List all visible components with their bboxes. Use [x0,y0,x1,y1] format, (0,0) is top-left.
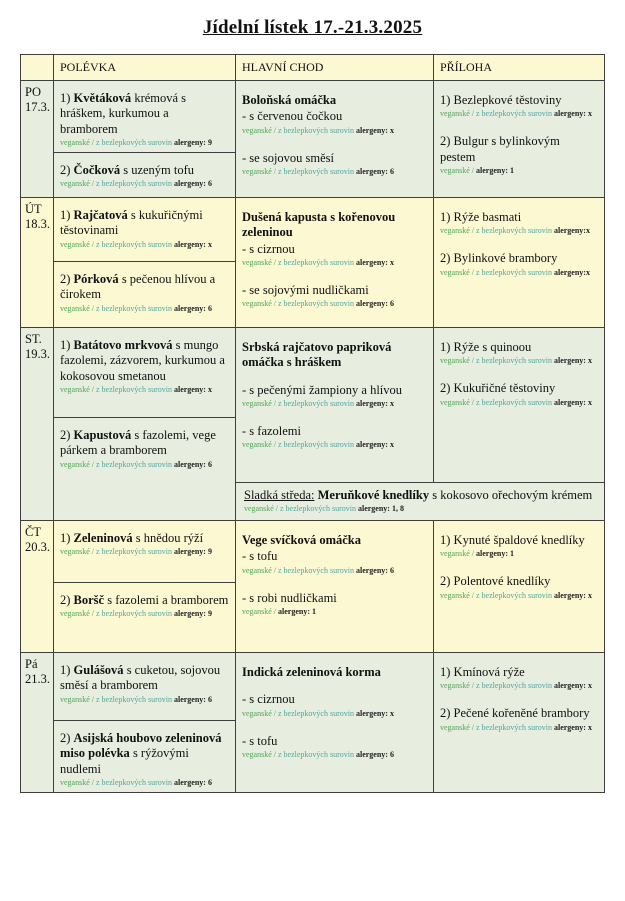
vegan-tag: veganské / [242,606,276,616]
soup-1-name [60,663,229,694]
main-variant-1-text: - s pečenými žampiony a hlívou [242,382,403,397]
allergens-tag: alergeny: x [553,590,592,600]
side-dish-2-tags [440,398,598,408]
soup-2-desc: s pečenou hlívou a čirokem [60,272,216,302]
side-dish-1-tags [440,681,598,691]
vegan-tag: veganské / [440,109,474,119]
soup-2-name [60,593,229,608]
header-main-course: HLAVNÍ CHOD [236,55,434,80]
soup-2-tags [60,460,229,470]
main-course-cell [236,653,434,792]
soup-1-title: Zeleninová [73,531,133,545]
allergens-tag: alergeny: 6 [355,749,394,759]
allergens-tag: alergeny: 1, 8 [357,504,404,514]
allergens-tag: alergeny: x [355,398,394,408]
vegan-tag: veganské / [440,267,474,277]
day-date: 20.3. [25,540,50,555]
day-label: ČT [25,525,41,539]
glutenfree-tag: z bezlepkových surovin [96,609,172,619]
vegan-tag: veganské / [440,549,474,559]
soup-column [54,521,236,652]
glutenfree-tag: z bezlepkových surovin [96,459,172,469]
soup-2-title: Kapustová [73,428,132,442]
allergens-tag: alergeny: 6 [173,459,212,469]
soup-2-name [60,163,229,178]
vegan-tag: veganské / [440,226,474,236]
side-dish-2-tags [440,591,598,601]
allergens-tag: alergeny: x [173,384,212,394]
day-date: 19.3. [25,347,50,362]
soup-2-title: Čočková [73,162,121,177]
day-label: PO [25,85,41,99]
allergens-tag: alergeny: 6 [355,299,394,308]
vegan-tag: veganské / [60,547,94,557]
glutenfree-tag: z bezlepkových surovin [96,239,172,249]
glutenfree-tag: z bezlepkových surovin [278,125,354,135]
side-dish-1 [440,340,598,366]
allergens-tag: alergeny: 6 [355,565,394,575]
side-dish-2 [440,574,598,600]
side-dish-2-tags [440,166,598,176]
side-dish-2 [440,134,598,176]
vegan-tag: veganské / [60,609,94,619]
vegan-tag: veganské / [60,239,94,249]
soup-2-tags [60,304,229,314]
main-variant-2-tags [242,440,427,450]
special-dish [244,488,596,503]
menu-day-row [21,80,604,197]
vegan-tag: veganské / [242,299,276,308]
side-dish-cell [434,81,604,197]
side-dish-cell [434,328,604,482]
soup-2-cell [54,262,235,327]
soup-1-cell [54,521,235,583]
soup-1-name [60,91,229,137]
soup-1-tags [60,138,229,148]
vegan-tag: veganské / [242,125,276,135]
allergens-tag: alergeny: x [355,257,394,267]
header-side-dish: PŘÍLOHA [440,60,493,74]
allergens-tag: alergeny: 6 [173,179,212,188]
side-dish-2 [440,251,598,277]
main-course-title: Dušená kapusta s kořenovou zeleninou [242,210,396,240]
day-label: Pá [25,657,38,671]
glutenfree-tag: z bezlepkových surovin [476,722,552,732]
header-day-cell [21,55,54,80]
glutenfree-tag: z bezlepkových surovin [96,547,172,557]
allergens-tag: alergeny: 6 [173,303,212,313]
side-dish-1-tags [440,109,598,119]
soup-2-number: 2) [60,162,74,177]
soup-1-desc: s kukuřičnými těstovinami [60,208,203,238]
allergens-tag: alergeny: x [553,109,592,119]
main-course-cell [236,328,434,482]
allergens-tag: alergeny: x [553,397,592,407]
soup-2-name [60,272,229,303]
side-dish-cell [434,653,604,792]
allergens-tag: alergeny: 9 [173,137,212,147]
side-dish-cell [434,521,604,652]
glutenfree-tag: z bezlepkových surovin [278,299,354,308]
glutenfree-tag: z bezlepkových surovin [96,179,172,188]
soup-1-title: Rajčatová [73,208,128,222]
soup-1-number: 1) [60,663,74,677]
soup-1-title: Batátovo mrkvová [73,338,173,352]
side-dish-1 [440,93,598,119]
soup-2-number: 2) [60,731,74,745]
glutenfree-tag: z bezlepkových surovin [476,397,552,407]
day-date: 17.3. [25,100,50,115]
allergens-tag: alergeny: 6 [173,777,212,787]
vegan-tag: veganské / [440,681,474,691]
side-dish-1-text: 1) Kynuté špaldové knedlíky [440,533,585,547]
soup-2-desc: s fazolemi a bramborem [104,593,229,607]
soup-1-name [60,338,229,384]
soup-2-desc: s fazolemi, vege párkem a bramborem [60,428,216,458]
side-dish-2-text: 2) Bulgur s bylinkovým pestem [440,134,560,164]
main-variant-2-text: - se sojovou směsí [242,150,335,165]
soup-1-desc: s hnědou rýží [132,531,204,545]
day-cell [21,81,54,197]
glutenfree-tag: z bezlepkových surovin [278,398,354,408]
main-variant-1 [242,549,427,575]
soup-2-tags [60,778,229,788]
allergens-tag: alergeny: x [355,708,394,718]
soup-column [54,198,236,327]
soup-2-desc: s uzeným tofu [120,162,195,177]
allergens-tag: alergeny: x [553,681,592,691]
allergens-tag: alergeny: x [355,440,394,449]
main-variant-2 [242,591,427,617]
side-dish-1-text: 1) Kmínová rýže [440,665,525,679]
vegan-tag: veganské / [242,440,276,449]
soup-1-tags [60,695,229,705]
vegan-tag: veganské / [440,590,474,600]
day-cell [21,328,54,520]
menu-day-row [21,327,604,520]
main-variant-1-tags [242,566,427,576]
soup-1-desc: s cuketou, sojovou směsí a bramborem [60,663,221,693]
side-dish-2-text: 2) Bylinkové brambory [440,251,558,266]
vegan-tag: veganské / [242,257,276,267]
side-dish-1-tags [440,356,598,366]
soup-1-cell [54,198,235,262]
side-dish-1 [440,533,598,559]
main-variant-1-tags [242,258,427,268]
glutenfree-tag: z bezlepkových surovin [476,590,552,600]
vegan-tag: veganské / [242,166,276,176]
soup-2-title: Asijská houbovo zeleninová miso polévka [60,731,222,761]
vegan-tag: veganské / [60,179,94,188]
main-variant-1-tags [242,399,427,409]
glutenfree-tag: z bezlepkových surovin [280,504,356,514]
soup-2-name [60,731,229,777]
glutenfree-tag: z bezlepkových surovin [278,565,354,575]
soup-2-number: 2) [60,272,74,286]
vegan-tag: veganské / [440,722,474,732]
day-cell [21,521,54,652]
side-dish-1-text: 1) Rýže basmati [440,210,522,224]
main-course-title: Vege svíčková omáčka [242,533,361,547]
soup-2-name [60,428,229,459]
allergens-tag: alergeny: x [173,239,212,249]
menu-day-row [21,197,604,327]
soup-2-cell [54,721,235,792]
allergens-tag: alergeny: 1 [476,165,514,175]
soup-1-number: 1) [60,208,74,222]
soup-1-desc: krémová s hráškem, kurkumou a bramborem [60,91,187,136]
main-variant-1 [242,242,427,268]
special-row [236,482,604,520]
main-course-cell [236,521,434,652]
soup-1-number: 1) [60,531,74,545]
soup-1-tags [60,240,229,250]
special-tags [244,504,596,514]
soup-1-name [60,208,229,239]
allergens-tag: alergeny: 1 [278,606,316,616]
soup-1-cell [54,81,235,153]
main-course-title: Indická zeleninová korma [242,665,381,679]
soup-2-tags [60,609,229,619]
allergens-tag: alergeny: 6 [173,694,212,704]
table-header-row [21,55,604,80]
main-variant-2-tags [242,607,427,617]
day-cell [21,198,54,327]
main-course-title: Srbská rajčatovo papriková omáčka s hráškem [242,340,392,370]
side-dish-2-text: 2) Kukuřičné těstoviny [440,381,556,396]
soup-1-number: 1) [60,338,74,352]
glutenfree-tag: z bezlepkových surovin [476,267,552,277]
vegan-tag: veganské / [60,137,94,147]
vegan-tag: veganské / [242,565,276,575]
day-date: 21.3. [25,672,50,687]
special-title: Meruňkové knedlíky [314,488,430,502]
soup-1-desc: s mungo fazolemi, zázvorem, kurkumou a kokosovou smetanou [60,338,225,383]
main-variant-2-text: - s robi nudličkami [242,590,337,605]
vegan-tag: veganské / [60,459,94,469]
main-variant-2 [242,424,427,450]
side-dish-2-text: 2) Polentové knedlíky [440,574,551,589]
soup-1-tags [60,385,229,395]
soup-2-number: 2) [60,593,74,607]
soup-1-title: Květáková [73,91,132,105]
vegan-tag: veganské / [60,384,94,394]
side-dish-1 [440,210,598,236]
soup-2-cell [54,418,235,520]
vegan-tag: veganské / [440,397,474,407]
day-date: 18.3. [25,217,50,232]
glutenfree-tag: z bezlepkových surovin [278,166,354,176]
special-label: Sladká středa: [244,488,315,502]
soup-1-number: 1) [60,91,74,105]
glutenfree-tag: z bezlepkových surovin [278,440,354,449]
main-variant-1 [242,109,427,135]
special-desc: s kokosovo ořechovým krémem [429,488,593,502]
side-dish-1-tags [440,226,598,236]
main-variant-1-text: - s cizrnou [242,241,295,256]
soup-2-title: Pórková [73,272,119,286]
main-course-cell [236,198,434,327]
main-variant-1-tags [242,709,427,719]
allergens-tag: alergeny: 9 [173,547,212,557]
soup-2-cell [54,153,235,197]
soup-column [54,328,236,520]
soup-column [54,653,236,792]
day-label: ÚT [25,202,42,216]
main-course-cell [236,81,434,197]
main-variant-2 [242,283,427,309]
vegan-tag: veganské / [60,777,94,787]
vegan-tag: veganské / [60,694,94,704]
allergens-tag: alergeny: x [553,356,592,366]
allergens-tag: alergeny: 1 [476,549,514,559]
main-variant-2-text: - se sojovými nudličkami [242,282,369,297]
glutenfree-tag: z bezlepkových surovin [278,257,354,267]
main-variant-2-tags [242,299,427,309]
main-variant-1-text: - s červenou čočkou [242,109,343,124]
vegan-tag: veganské / [60,303,94,313]
main-variant-2-tags [242,750,427,760]
main-variant-1-tags [242,126,427,136]
soup-2-tags [60,179,229,189]
soup-column [54,81,236,197]
day-cell [21,653,54,792]
glutenfree-tag: z bezlepkových surovin [96,303,172,313]
day-label: ST. [25,332,42,346]
glutenfree-tag: z bezlepkových surovin [476,356,552,366]
vegan-tag: veganské / [440,356,474,366]
main-variant-1-text: - s cizrnou [242,692,295,707]
soup-1-name [60,531,229,546]
vegan-tag: veganské / [244,504,278,514]
side-dish-1-text: 1) Bezlepkové těstoviny [440,93,562,107]
main-variant-1 [242,692,427,718]
soup-2-number: 2) [60,428,74,442]
allergens-tag: alergeny: x [355,125,394,135]
soup-1-cell [54,653,235,721]
glutenfree-tag: z bezlepkových surovin [96,694,172,704]
glutenfree-tag: z bezlepkových surovin [476,109,552,119]
main-variant-1 [242,383,427,409]
allergens-tag: alergeny: x [553,722,592,732]
glutenfree-tag: z bezlepkových surovin [96,777,172,787]
allergens-tag: alergeny:x [553,226,590,236]
allergens-tag: alergeny: 9 [173,609,212,619]
side-dish-2-tags [440,268,598,278]
glutenfree-tag: z bezlepkových surovin [278,749,354,759]
main-variant-1-text: - s tofu [242,549,278,564]
side-dish-1 [440,665,598,691]
main-variant-2-text: - s fazolemi [242,423,302,438]
vegan-tag: veganské / [440,165,474,175]
soup-1-tags [60,547,229,557]
side-dish-cell [434,198,604,327]
menu-table [20,54,605,793]
main-variant-2-tags [242,167,427,177]
glutenfree-tag: z bezlepkových surovin [96,137,172,147]
main-course-title: Boloňská omáčka [242,93,337,107]
allergens-tag: alergeny: 6 [355,166,394,176]
main-variant-2-text: - s tofu [242,733,278,748]
glutenfree-tag: z bezlepkových surovin [96,384,172,394]
main-variant-2 [242,151,427,177]
glutenfree-tag: z bezlepkových surovin [476,681,552,691]
soup-1-cell [54,328,235,418]
soup-2-title: Boršč [73,593,105,607]
menu-day-row [21,520,604,652]
side-dish-2-text: 2) Pečené kořeněné brambory [440,706,590,721]
soup-2-cell [54,583,235,652]
page-title: Jídelní lístek 17.-21.3.2025 [202,17,423,38]
side-dish-2-tags [440,723,598,733]
vegan-tag: veganské / [242,708,276,718]
side-dish-2 [440,381,598,407]
header-soup: POLÉVKA [54,55,236,80]
glutenfree-tag: z bezlepkových surovin [476,226,552,236]
soup-2-desc: s rýžovými nudlemi [60,746,189,776]
side-dish-2 [440,706,598,732]
main-variant-2 [242,734,427,760]
menu-day-row [21,652,604,792]
soup-1-title: Gulášová [73,663,124,677]
side-dish-1-tags [440,549,598,559]
vegan-tag: veganské / [242,398,276,408]
side-dish-1-text: 1) Rýže s quinoou [440,340,532,354]
allergens-tag: alergeny:x [553,267,590,277]
vegan-tag: veganské / [242,749,276,759]
glutenfree-tag: z bezlepkových surovin [278,708,354,718]
menu-rows [21,80,604,792]
